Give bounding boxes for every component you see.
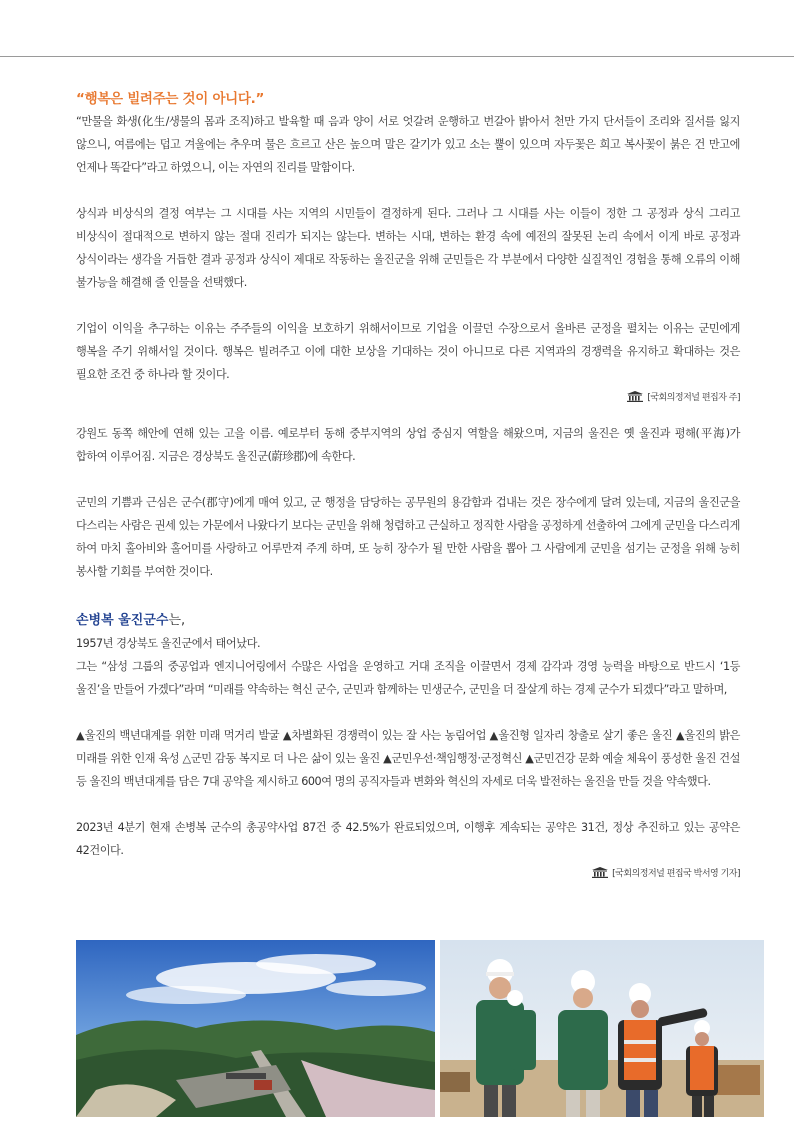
building-icon	[592, 867, 608, 884]
paragraph: “만물을 화생(化生/생물의 몸과 조직)하고 발육할 때 음과 양이 서로 엇갈려 운행하고 번갈아 밝아서 천만 가지 단서들이 조리와 질서를 잃지 않으니, 여름에는 덥고 겨울에는 추우며 물은 흐르고 산은 높으며 말은 갈기가 있고 소는 뿔이 있으며 자두꽃은 희고 복사꽃이 붉은 건 만고에 언제나 똑같다”라고 하였으니, 이는 자연의 진리를 말함이다.	[76, 115, 740, 174]
credit-text: [국회의정저널 편집국 박서영 기자]	[612, 869, 740, 879]
site-inspection-photo	[440, 940, 764, 1117]
paragraph: 2023년 4분기 현재 손병복 군수의 총공약사업 87건 중 42.5%가 완료되었으며, 이행후 계속되는 공약은 31건, 정상 추진하고 있는 공약은 42건이다.	[76, 821, 740, 857]
paragraph: 그는 “삼성 그룹의 중공업과 엔지니어링에서 수많은 사업을 운영하고 거대 조직을 이끌면서 경제 감각과 경영 능력을 바탕으로 반드시 ‘1등 울진’을 만들어 가겠다”라며 “미래를 약속하는 혁신 군수, 군민과 함께하는 민생군수, 군민을 더 잘살게 하는 경제 군수가 되겠다”라고 말하며,	[76, 660, 740, 696]
paragraph: 강원도 동쪽 해안에 연해 있는 고을 이름. 예로부터 동해 중부지역의 상업 중심지 역할을 해왔으며, 지금의 울진은 옛 울진과 평해(平海)가 합하여 이루어짐. 지금은 경상북도 울진군(蔚珍郡)에 속한다.	[76, 427, 740, 463]
building-icon	[627, 391, 643, 408]
subject-name: 손병복 울진군수	[76, 613, 169, 628]
subject-heading	[76, 610, 740, 632]
paragraph: 군민의 기쁨과 근심은 군수(郡守)에게 매여 있고, 군 행정을 담당하는 공무원의 용감함과 겁내는 것은 장수에게 달려 있는데, 지금의 울진군을 다스리는 사람은 권세 있는 가문에서 나왔다기 보다는 군민을 위해 청렴하고 근실하고 정직한 사람을 공정하게 선출하여 그에게 군민을 다스리게 하여 마치 홀아비와 홀어미를 사랑하고 어루만져 주게 하며, 또 능히 장수가 될 만한 사람을 뽑아 그 사람에게 군민을 섬기는 군정을 위해 능히 봉사할 기회를 부여한 것이다.	[76, 496, 740, 578]
article-body	[76, 88, 740, 892]
landscape-photo	[76, 940, 435, 1117]
credit-text: [국회의정저널 편집자 주]	[647, 393, 740, 403]
reporter-credit	[76, 866, 740, 884]
editor-credit	[76, 390, 740, 408]
paragraph: 상식과 비상식의 결정 여부는 그 시대를 사는 지역의 시민들이 결정하게 된다. 그러나 그 시대를 사는 이들이 정한 그 공정과 상식 그리고 비상식이 절대적으로 변하지 않는 절대 진리가 되지는 않는다. 변하는 시대, 변하는 환경 속에 예전의 잘못된 논리 속에서 이게 바로 공정과 상식이라는 생각을 거듭한 결과 공정과 상식이 제대로 작동하는 울진군을 위해 군민들은 각 부분에서 다양한 실질적인 경험을 통해 오류의 이해 불가능을 해결해 줄 인물을 선택했다.	[76, 207, 740, 289]
paragraph: 1957년 경상북도 울진군에서 태어났다.	[76, 637, 261, 650]
paragraph: 기업이 이익을 추구하는 이유는 주주들의 이익을 보호하기 위해서이므로 기업을 이끌던 수장으로서 올바른 군정을 펼치는 이유는 군민에게 행복을 주기 위해서일 것이다. 행복은 빌려주고 이에 대한 보상을 기대하는 것이 아니므로 다른 지역과의 경쟁력을 유지하고 확대하는 것은 필요한 조건 중 하나라 할 것이다.	[76, 322, 740, 381]
subject-name-suffix: 는,	[168, 613, 186, 628]
section-title: “행복은 빌려주는 것이 아니다.”	[76, 91, 265, 107]
top-rule	[0, 56, 794, 57]
paragraph: ▲울진의 백년대계를 위한 미래 먹거리 발굴 ▲차별화된 경쟁력이 있는 잘 사는 농림어업 ▲울진형 일자리 창출로 살기 좋은 울진 ▲울진의 밝은 미래를 위한 인재 육성 △군민 감동 복지로 더 나은 삶이 있는 울진 ▲군민우선·책임행정·군정혁신 ▲군민건강 문화 예술 체육이 풍성한 울진 건설 등 울진의 백년대계를 담은 7대 공약을 제시하고 600여 명의 공직자들과 변화와 혁신의 자세로 더욱 발전하는 울진을 만들 것을 약속했다.	[76, 729, 740, 788]
